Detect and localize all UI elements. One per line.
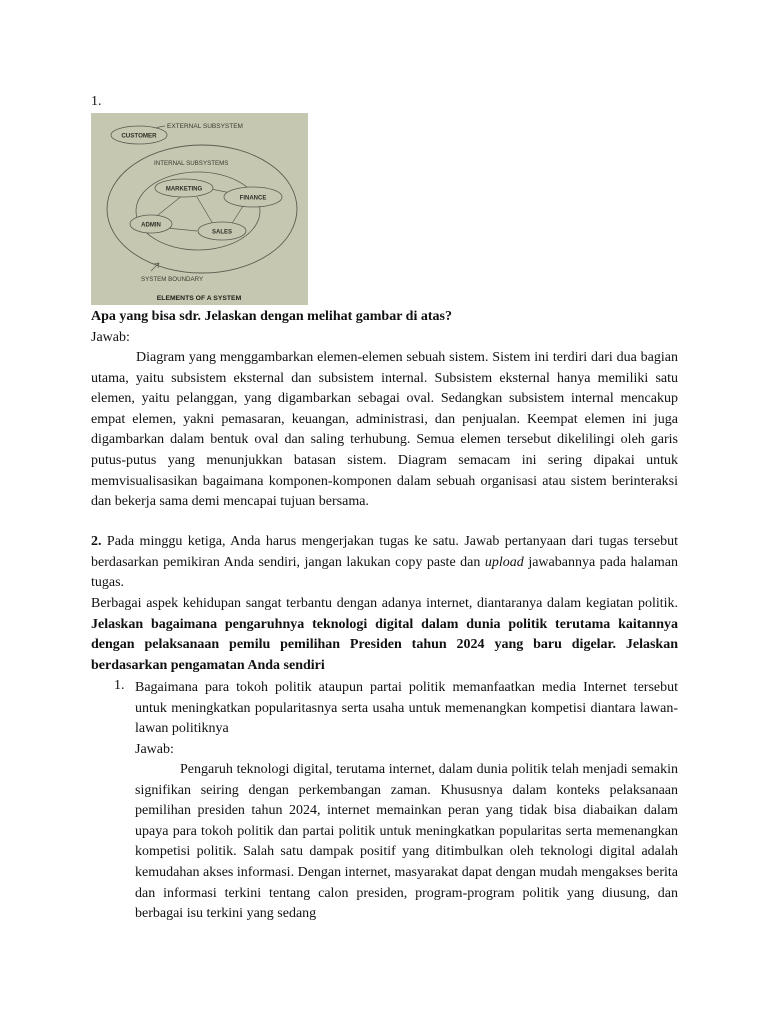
sales-label: SALES	[211, 229, 233, 236]
question-1-answer-label: Jawab:	[91, 330, 130, 345]
question-1-text: Apa yang bisa sdr. Jelaskan dengan melihat gambar di atas?	[91, 309, 452, 324]
question-2-bold-question: Jelaskan bagaimana pengaruhnya teknologi digital dalam dunia politik terutama kaitannya dengan pelaksanaan pemilu pemilihan Presiden tahun 2024 yang baru digelar. Jelaskan berdasarkan pengamatan Anda sendiri	[91, 616, 678, 673]
sub-question-1-answer: Pengaruh teknologi digital, terutama internet, dalam dunia politik telah menjadi semakin signifikan seiring dengan perkembangan zaman. Khususnya dalam konteks pelaksanaan pemilihan presiden tahun 2024, internet memainkan peran yang tidak bisa diabaikan dalam upaya para tokoh politik dan partai politik untuk meningkatkan popularitas serta memenangkan kompetisi politik. Salah satu dampak positif yang ditimbulkan oleh teknologi digital adalah kemudahan akses informasi. Dengan internet, masyarakat dapat dengan mudah mengakses berita dan informasi terkini tentang calon presiden, program-program politik yang diusung, dan berbagai isu terkini yang sedang	[135, 762, 678, 922]
system-diagram	[91, 113, 308, 305]
marketing-label: MARKETING	[165, 186, 203, 193]
system-boundary-label: SYSTEM BOUNDARY	[141, 276, 204, 283]
question-2-number: 2.	[91, 534, 102, 549]
question-2-intro-part-a: Pada minggu ketiga, Anda harus mengerjakan tugas ke satu. Jawab pertanyaan dari tugas tersebut berdasarkan pemikiran Anda sendiri, jangan lakukan copy paste dan	[91, 534, 679, 570]
admin-label: ADMIN	[141, 222, 161, 229]
figure-caption: ELEMENTS OF A SYSTEM	[156, 295, 242, 302]
question-2-context: Berbagai aspek kehidupan sangat terbantu dengan adanya internet, diantaranya dalam kegiatan politik.	[91, 596, 678, 611]
question-2-body	[91, 594, 678, 676]
finance-label: FINANCE	[239, 195, 267, 202]
question-1-answer: Diagram yang menggambarkan elemen-elemen sebuah sistem. Sistem ini terdiri dari dua bagian utama, yaitu subsistem eksternal dan subsistem internal. Subsistem eksternal hanya memiliki satu elemen, yaitu pelanggan, yang digambarkan sebagai oval. Sedangkan subsistem internal mencakup empat elemen, yakni pemasaran, keuangan, administrasi, dan penjualan. Keempat elemen ini juga digambarkan dalam bentuk oval dan saling terhubung. Semua elemen tersebut dikelilingi oleh garis putus-putus yang menunjukkan batasan sistem. Diagram semacam ini sering dipakai untuk memvisualisasikan bagaimana komponen-komponen dalam sebuah organisasi atau sistem berinteraksi dan bekerja sama demi mencapai tujuan bersama.	[91, 350, 678, 510]
question-2-intro-part-b: jawabannya pada halaman tugas.	[91, 554, 679, 591]
customer-label: CUSTOMER	[121, 132, 157, 140]
question-2-intro	[91, 532, 678, 594]
question-1-number: 1.	[91, 94, 102, 109]
sub-question-1-text: Bagaimana para tokoh politik ataupun partai politik memanfaatkan media Internet tersebut untuk meningkatkan popularitasnya serta usaha untuk memenangkan kompetisi diantara lawan-lawan politiknya	[135, 680, 678, 737]
external-subsystem-label: EXTERNAL SUBSYSTEM	[167, 123, 243, 130]
sub-question-1-answer-label: Jawab:	[135, 742, 174, 757]
system-elements-figure	[91, 113, 308, 305]
internal-subsystems-label: INTERNAL SUBSYSTEMS	[154, 160, 229, 167]
sub-question-1-marker: 1.	[114, 678, 125, 693]
question-2-upload-word: upload	[484, 554, 524, 570]
